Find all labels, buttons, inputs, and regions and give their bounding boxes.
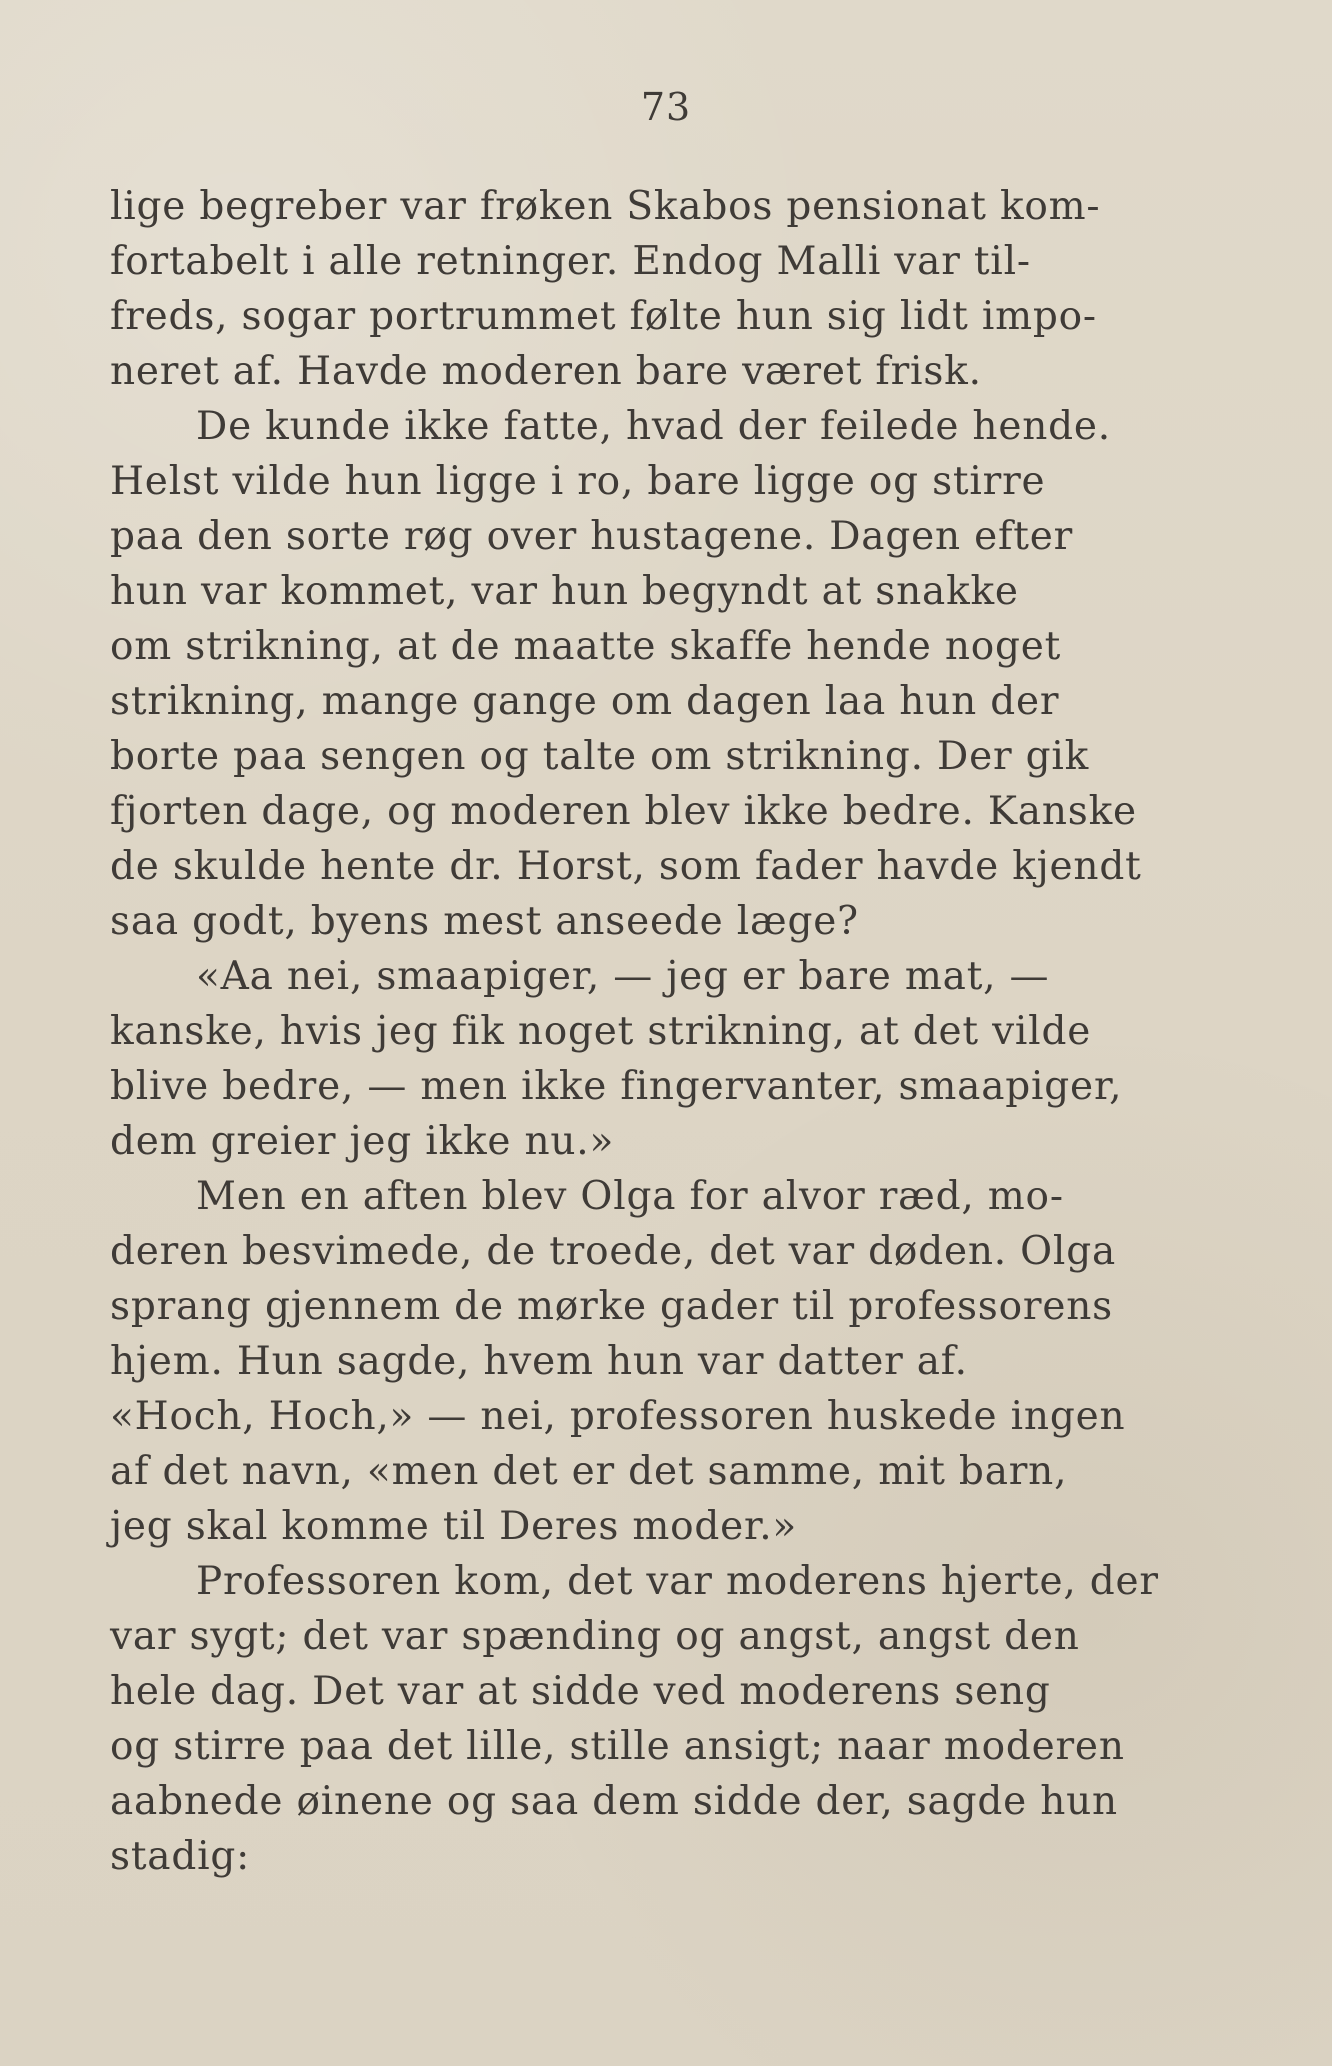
text-line-20: deren besvimede, de troede, det var døden. Olga	[110, 1229, 1117, 1274]
text-line-12: fjorten dage, og moderen blev ikke bedre. Kanske	[110, 789, 1137, 834]
text-line-23: «Hoch, Hoch,» — nei, professoren huskede ingen	[110, 1394, 1126, 1439]
text-line-18: dem greier jeg ikke nu.»	[110, 1119, 615, 1164]
text-line-11: borte paa sengen og talte om strikning. Der gik	[110, 734, 1090, 779]
text-line-8: hun var kommet, var hun begyndt at snakke	[110, 569, 1019, 614]
text-line-25: jeg skal komme til Deres moder.»	[110, 1504, 798, 1549]
text-line-13: de skulde hente dr. Horst, som fader havde kjendt	[110, 844, 1142, 889]
text-line-17: blive bedre, — men ikke fingervanter, smaapiger,	[110, 1064, 1123, 1109]
text-line-27: var sygt; det var spænding og angst, angst den	[110, 1614, 1080, 1659]
text-line-14: saa godt, byens mest anseede læge?	[110, 899, 859, 944]
page-number: 73	[640, 85, 692, 129]
text-line-21: sprang gjennem de mørke gader til professorens	[110, 1284, 1113, 1329]
text-line-10: strikning, mange gange om dagen laa hun der	[110, 679, 1060, 724]
body-text	[110, 179, 1159, 1884]
text-line-22: hjem. Hun sagde, hvem hun var datter af.	[110, 1339, 968, 1384]
text-line-6: Helst vilde hun ligge i ro, bare ligge og stirre	[110, 459, 1046, 504]
text-line-16: kanske, hvis jeg fik noget strikning, at det vilde	[110, 1009, 1092, 1054]
text-line-31: stadig:	[110, 1834, 251, 1879]
text-line-2: fortabelt i alle retninger. Endog Malli var til-	[110, 239, 1031, 284]
paragraph-2-line-1: De kunde ikke fatte, hvad der feilede hende.	[196, 404, 1111, 449]
text-line-24: af det navn, «men det er det samme, mit barn,	[110, 1449, 1068, 1494]
text-line-3: freds, sogar portrummet følte hun sig lidt impo-	[110, 294, 1097, 339]
text-line-28: hele dag. Det var at sidde ved moderens seng	[110, 1669, 1051, 1714]
text-line-9: om strikning, at de maatte skaffe hende noget	[110, 624, 1062, 669]
text-line-4: neret af. Havde moderen bare været frisk.	[110, 349, 982, 394]
text-line-29: og stirre paa det lille, stille ansigt; naar moderen	[110, 1724, 1125, 1769]
text-line-7: paa den sorte røg over hustagene. Dagen efter	[110, 514, 1074, 559]
paragraph-3-line-1: «Aa nei, smaapiger, — jeg er bare mat, —	[196, 954, 1050, 999]
text-line-30: aabnede øinene og saa dem sidde der, sagde hun	[110, 1779, 1118, 1824]
paragraph-4-line-1: Men en aften blev Olga for alvor ræd, mo-	[196, 1174, 1064, 1219]
text-line-1: lige begreber var frøken Skabos pensionat kom-	[110, 184, 1101, 229]
paragraph-5-line-1: Professoren kom, det var moderens hjerte, der	[196, 1559, 1159, 1604]
